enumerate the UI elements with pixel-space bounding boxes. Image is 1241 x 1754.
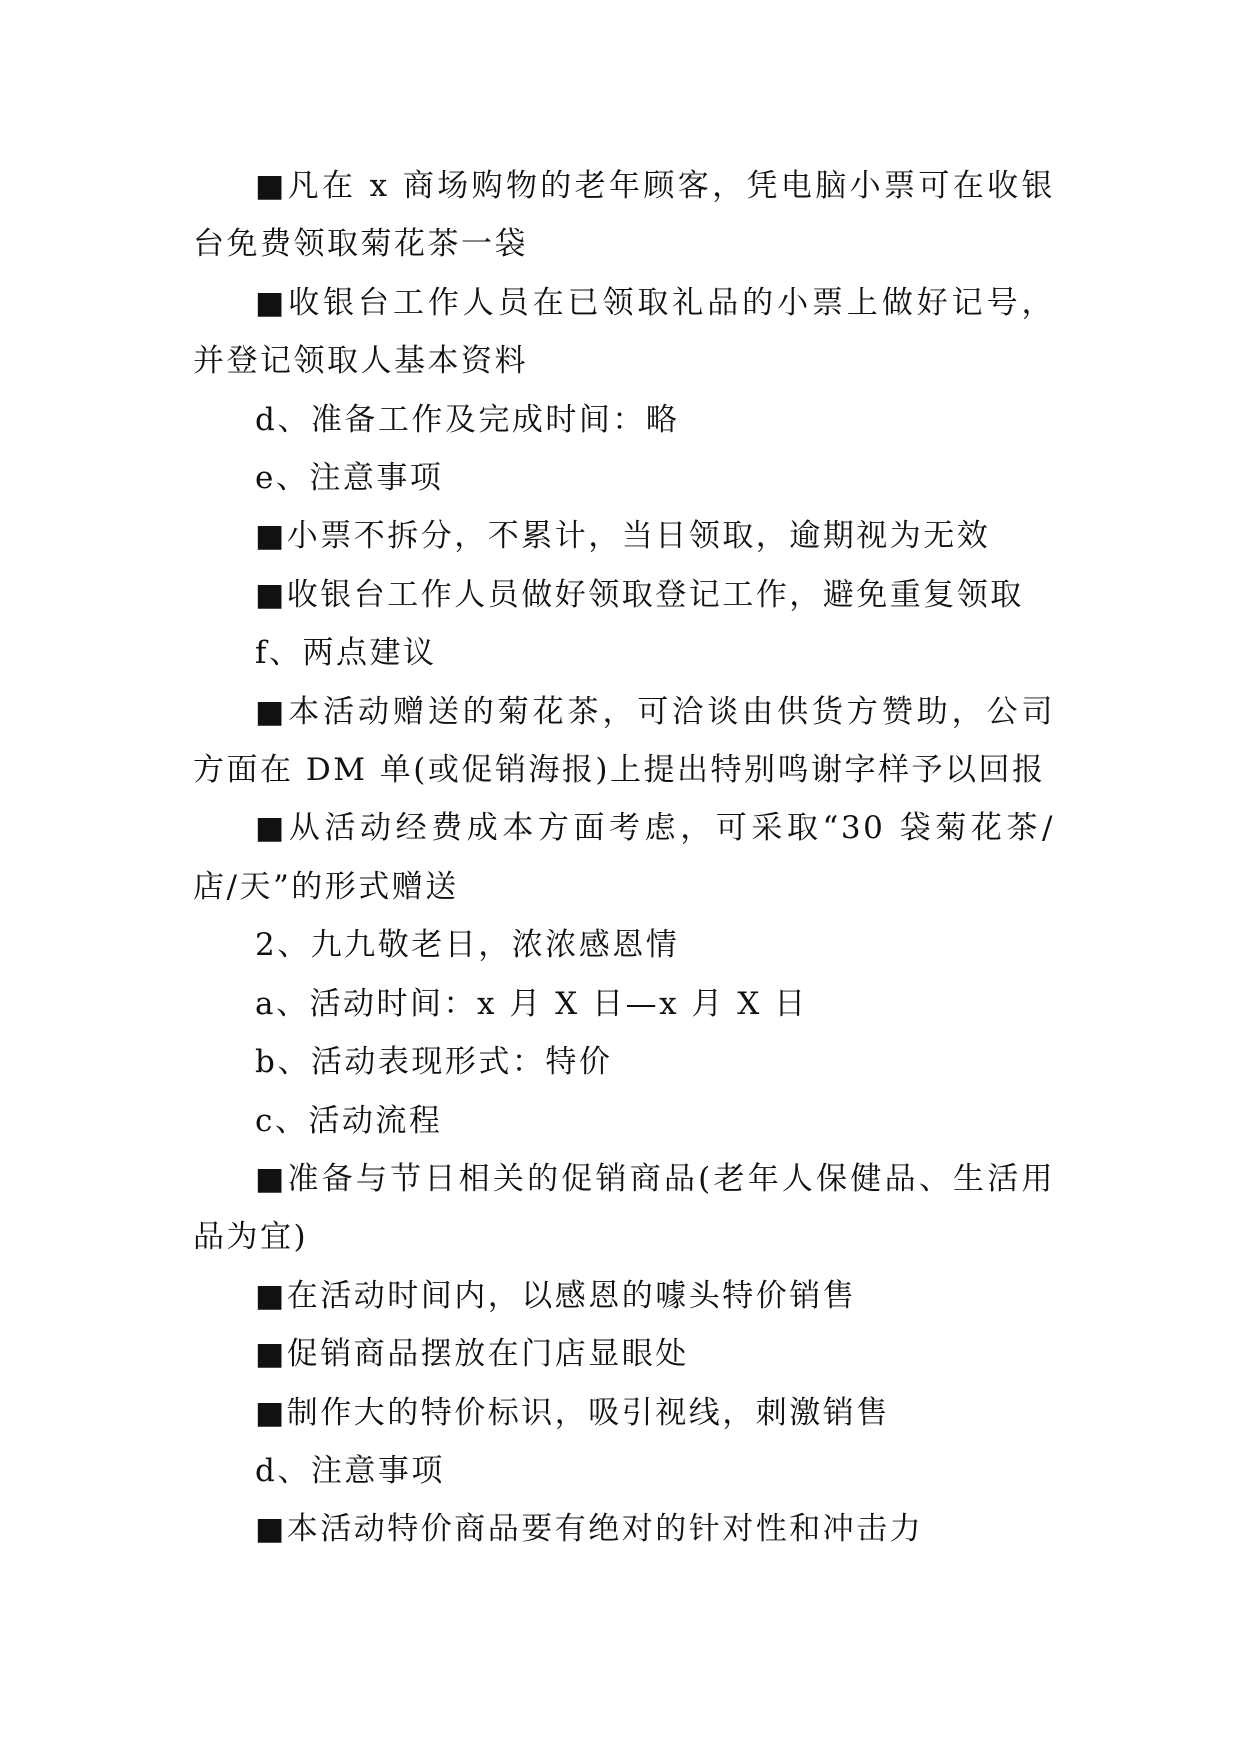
paragraph-18: d、注意事项 bbox=[255, 1452, 445, 1489]
paragraph-5: ■小票不拆分，不累计，当日领取，逾期视为无效 bbox=[255, 518, 991, 555]
paragraph-17: ■制作大的特价标识，吸引视线，刺激销售 bbox=[255, 1394, 890, 1431]
paragraph-8: ■本活动赠送的菊花茶，可洽谈由供货方赞助，公司方面在 DM 单(或促销海报)上提出特别鸣谢字样予以回报 bbox=[193, 693, 1055, 789]
paragraph-16: ■促销商品摆放在门店显眼处 bbox=[255, 1336, 689, 1373]
paragraph-19: ■本活动特价商品要有绝对的针对性和冲击力 bbox=[255, 1511, 924, 1548]
paragraph-6: ■收银台工作人员做好领取登记工作，避免重复领取 bbox=[255, 576, 1024, 613]
paragraph-4: e、注意事项 bbox=[255, 460, 444, 497]
paragraph-12: b、活动表现形式：特价 bbox=[255, 1044, 613, 1081]
paragraph-2: ■收银台工作人员在已领取礼品的小票上做好记号，并登记领取人基本资料 bbox=[193, 284, 1055, 380]
paragraph-3: d、准备工作及完成时间：略 bbox=[255, 401, 680, 438]
paragraph-1: ■凡在 x 商场购物的老年顾客，凭电脑小票可在收银台免费领取菊花茶一袋 bbox=[193, 168, 1055, 263]
paragraph-14: ■准备与节日相关的促销商品(老年人保健品、生活用品为宜) bbox=[193, 1160, 1055, 1256]
paragraph-15: ■在活动时间内，以感恩的噱头特价销售 bbox=[255, 1277, 857, 1314]
paragraph-7: f、两点建议 bbox=[255, 635, 437, 672]
paragraph-9: ■从活动经费成本方面考虑，可采取“30 袋菊花茶/店/天”的形式赠送 bbox=[193, 810, 1055, 905]
paragraph-13: c、活动流程 bbox=[255, 1102, 443, 1139]
paragraph-11: a、活动时间：x 月 X 日—x 月 X 日 bbox=[255, 985, 808, 1022]
document-body bbox=[193, 157, 1055, 1559]
paragraph-10: 2、九九敬老日，浓浓感恩情 bbox=[255, 927, 680, 964]
